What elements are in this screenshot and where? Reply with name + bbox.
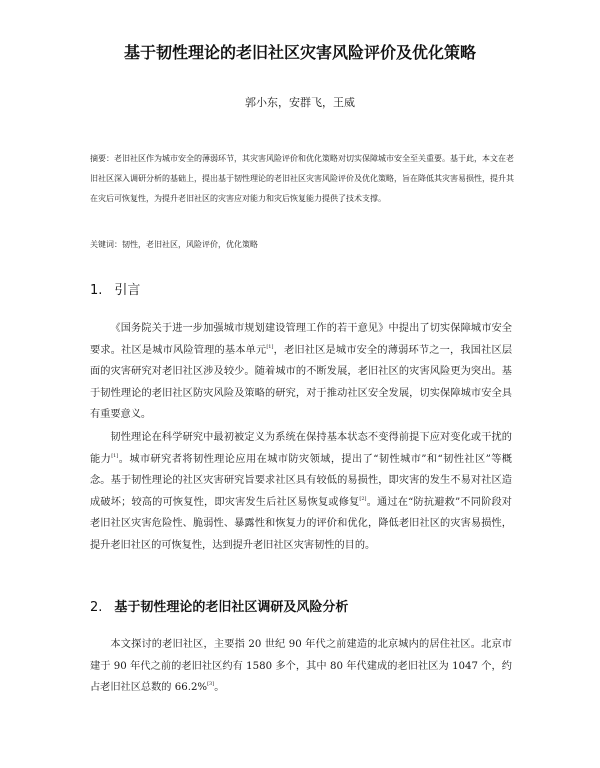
citation-ref[interactable]: [1] <box>266 343 274 350</box>
keywords-label: 关键词： <box>90 240 122 249</box>
paragraph-text: 《国务院关于进一步加强城市规划建设管理工作的若干意见》中提出了切实保障城市安全要求。社区是城市风险管理的基本单元 <box>90 323 512 356</box>
keywords <box>90 238 520 252</box>
section-number: 2. <box>90 600 103 615</box>
keywords-text: 韧性，老旧社区，风险评价，优化策略 <box>122 240 258 249</box>
paragraph-text: 。通过在“防抗避救”不同阶段对老旧社区灾害危险性、脆弱性、暴露性和恢复力的评价和优化，降低老旧社区的灾害易损性，提升老旧社区的可恢复性，达到提升老旧社区灾害韧性的目的。 <box>90 496 512 551</box>
paragraph-text: 韧性理论在科学研究中最初被定义为系统在保持基本状态不变得前提下应对变化或干扰的能力 <box>90 432 512 465</box>
paper-title: 基于韧性理论的老旧社区灾害风险评价及优化策略 <box>123 43 476 62</box>
author-list: 郭小东，安群飞，王威 <box>245 96 355 109</box>
body-paragraph <box>90 427 512 556</box>
body-paragraph <box>90 634 512 699</box>
section-title: 引言 <box>114 283 141 298</box>
section-heading-survey <box>90 596 348 615</box>
abstract-text: 老旧社区作为城市安全的薄弱环节，其灾害风险评价和优化策略对切实保障城市安全至关重要。基于此，本文在老旧社区深入调研分析的基础上，提出基于韧性理论的老旧社区灾害风险评价及优化策略，旨在降低其灾害易损性，提升其在灾后可恢复性，为提升老旧社区的灾害应对能力和灾后恢复能力提供了技术支撑。 <box>90 154 514 203</box>
abstract-label: 摘要： <box>90 154 114 163</box>
paragraph-text: 本文探讨的老旧社区，主要指 20 世纪 90 年代之前建造的北京城内的居住社区。北京市建于 90 年代之前的老旧社区约有 1580 多个，其中 80 年代建成的老旧社区为 1047 个，约占老旧社区总数的 66.2% <box>90 639 512 693</box>
paragraph-text: 。城市研究者将韧性理论应用在城市防灾领域，提出了“韧性城市”和“韧性社区”等概念。基于韧性理论的社区灾害研究旨要求社区具有较低的易损性，即灾害的发生不易对社区造成破坏；较高的可恢复性，即灾害发生后社区易恢复或修复 <box>90 453 512 508</box>
abstract <box>90 149 520 209</box>
citation-ref[interactable]: [1] <box>111 452 119 459</box>
citation-ref[interactable]: [3] <box>207 681 215 687</box>
body-paragraph <box>90 318 512 426</box>
section-heading-introduction <box>90 279 140 298</box>
citation-ref[interactable]: [2] <box>359 495 367 502</box>
section-number: 1. <box>90 283 103 298</box>
paragraph-text: 。 <box>214 682 225 693</box>
section-title: 基于韧性理论的老旧社区调研及风险分析 <box>114 600 349 615</box>
paragraph-text: ，老旧社区是城市安全的薄弱环节之一，我国社区层面的灾害研究对老旧社区涉及较少。随着城市的不断发展，老旧社区的灾害风险更为突出。基于韧性理论的老旧社区防灾风险及策略的研究，对于推动社区安全发展，切实保障城市安全具有重要意义。 <box>90 344 513 420</box>
